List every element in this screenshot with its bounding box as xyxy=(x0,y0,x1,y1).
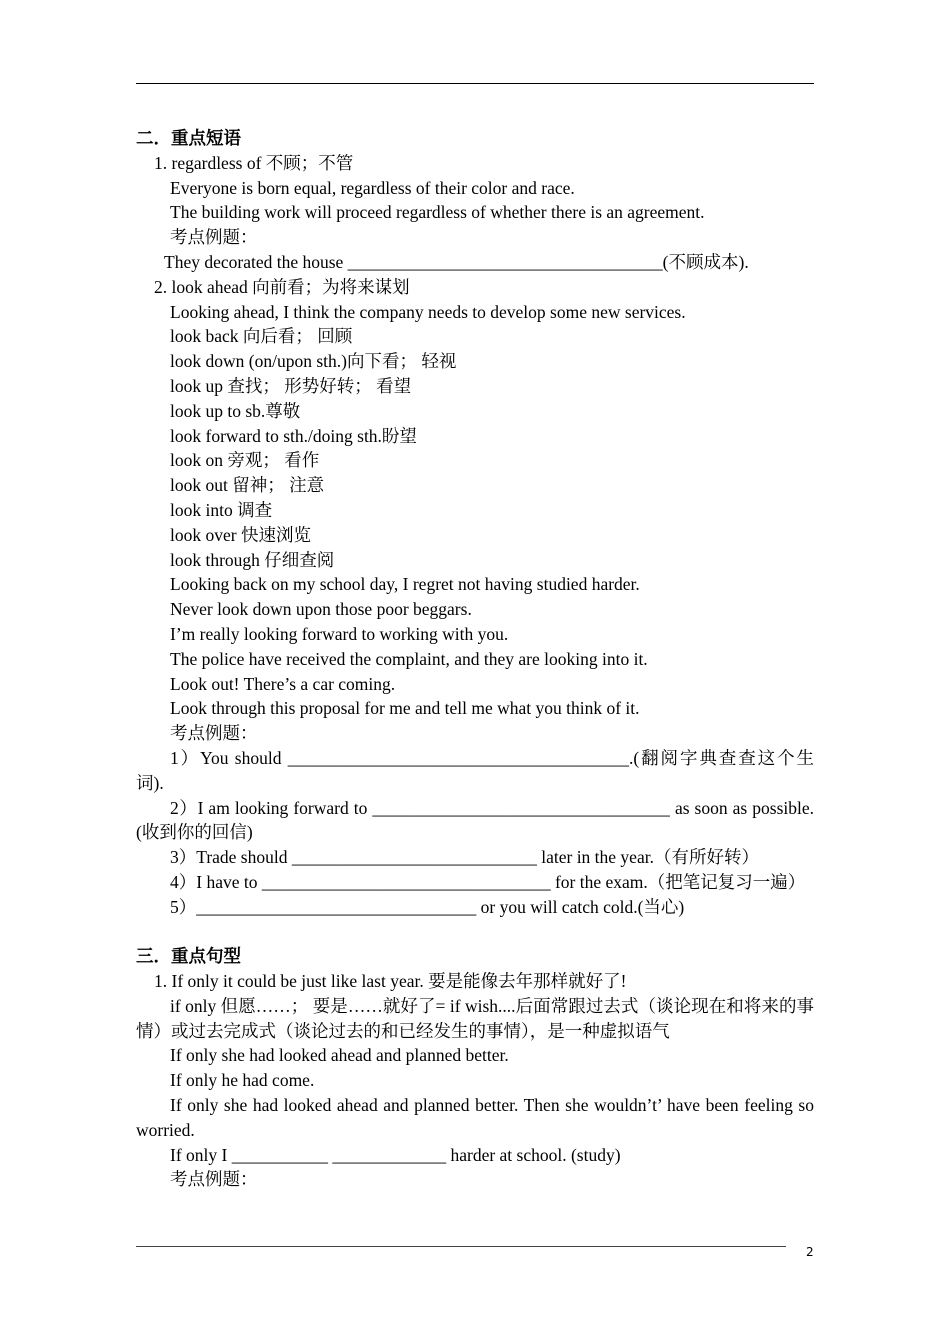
document-body xyxy=(136,126,814,1192)
phrase-2-line: I’m really looking forward to working with you. xyxy=(170,623,509,644)
phrase-2-line: The police have received the complaint, and they are looking into it. xyxy=(170,648,648,669)
phrase-2-line: look into 调查 xyxy=(170,499,273,520)
phrase-2-line: look forward to sth./doing sth.盼望 xyxy=(170,425,417,446)
phrase-1-example: The building work will proceed regardless of whether there is an agreement. xyxy=(170,202,705,223)
phrase-2-heading: 2. look ahead 向前看；为将来谋划 xyxy=(154,276,410,297)
sentence-1-fill-blank: If only I ___________ _____________ harder at school. (study) xyxy=(170,1144,621,1165)
phrase-2-line: look through 仔细查阅 xyxy=(170,549,335,570)
phrase-1-example: Everyone is born equal, regardless of their color and race. xyxy=(170,177,575,198)
phrase-2-exercise: 4）I have to _________________________________ for the exam.（把笔记复习一遍） xyxy=(170,871,806,892)
phrase-2-line: look down (on/upon sth.)向下看； 轻视 xyxy=(170,351,457,372)
phrase-2-line: look up 查找； 形势好转； 看望 xyxy=(170,375,412,396)
phrase-1-exercise: They decorated the house ____________________________________(不顾成本). xyxy=(164,251,749,272)
exercise-label: 考点例题： xyxy=(170,723,258,744)
sentence-1-example: If only he had come. xyxy=(170,1070,315,1091)
phrase-2-line: look up to sb.尊敬 xyxy=(170,400,301,421)
phrase-2-line: Looking ahead, I think the company needs to develop some new services. xyxy=(170,301,686,322)
section-2-title: 二．重点短语 xyxy=(136,128,241,148)
sentence-1-example: If only she had looked ahead and planned better. xyxy=(170,1045,509,1066)
sentence-1-heading: 1. If only it could be just like last year. 要是能像去年那样就好了! xyxy=(154,971,627,992)
phrase-2-line: Look out! There’s a car coming. xyxy=(170,673,396,694)
phrase-2-line: look over 快速浏览 xyxy=(170,524,311,545)
phrase-2-line: Looking back on my school day, I regret not having studied harder. xyxy=(170,574,640,595)
sentence-1-long-example: If only she had looked ahead and planned better. Then she wouldn’t’ have been feeling so worried. xyxy=(136,1095,814,1140)
phrase-1-heading: 1. regardless of 不顾；不管 xyxy=(154,152,354,173)
section-spacer xyxy=(136,920,814,945)
phrase-2-line: look out 留神； 注意 xyxy=(170,475,325,496)
phrase-2-exercise: 5）________________________________ or you will catch cold.(当心) xyxy=(170,896,685,917)
phrase-2-line: look on 旁观； 看作 xyxy=(170,450,320,471)
footer-rule xyxy=(136,1246,786,1247)
phrase-2-exercise: 2）I am looking forward to __________________________________ as soon as possible.(收到你的回信) xyxy=(136,797,814,843)
phrase-2-exercise: 1）You should _______________________________________.(翻阅字典查查这个生词). xyxy=(136,747,814,793)
phrase-2-exercise: 3）Trade should ____________________________ later in the year.（有所好转） xyxy=(170,847,759,868)
phrase-2-line: Never look down upon those poor beggars. xyxy=(170,599,472,620)
phrase-2-line: Look through this proposal for me and tell me what you think of it. xyxy=(170,698,640,719)
exercise-label: 考点例题： xyxy=(170,1169,258,1190)
sentence-1-explanation: if only 但愿……； 要是……就好了= if wish....后面常跟过去式（谈论现在和将来的事情）或过去完成式（谈论过去的和已经发生的事情），是一种虚拟语气 xyxy=(136,995,814,1041)
phrase-2-line: look back 向后看； 回顾 xyxy=(170,326,353,347)
header-rule xyxy=(136,83,814,84)
exercise-label: 考点例题： xyxy=(170,227,258,248)
section-3-title: 三．重点句型 xyxy=(136,946,241,967)
page-number: 2 xyxy=(806,1245,814,1259)
